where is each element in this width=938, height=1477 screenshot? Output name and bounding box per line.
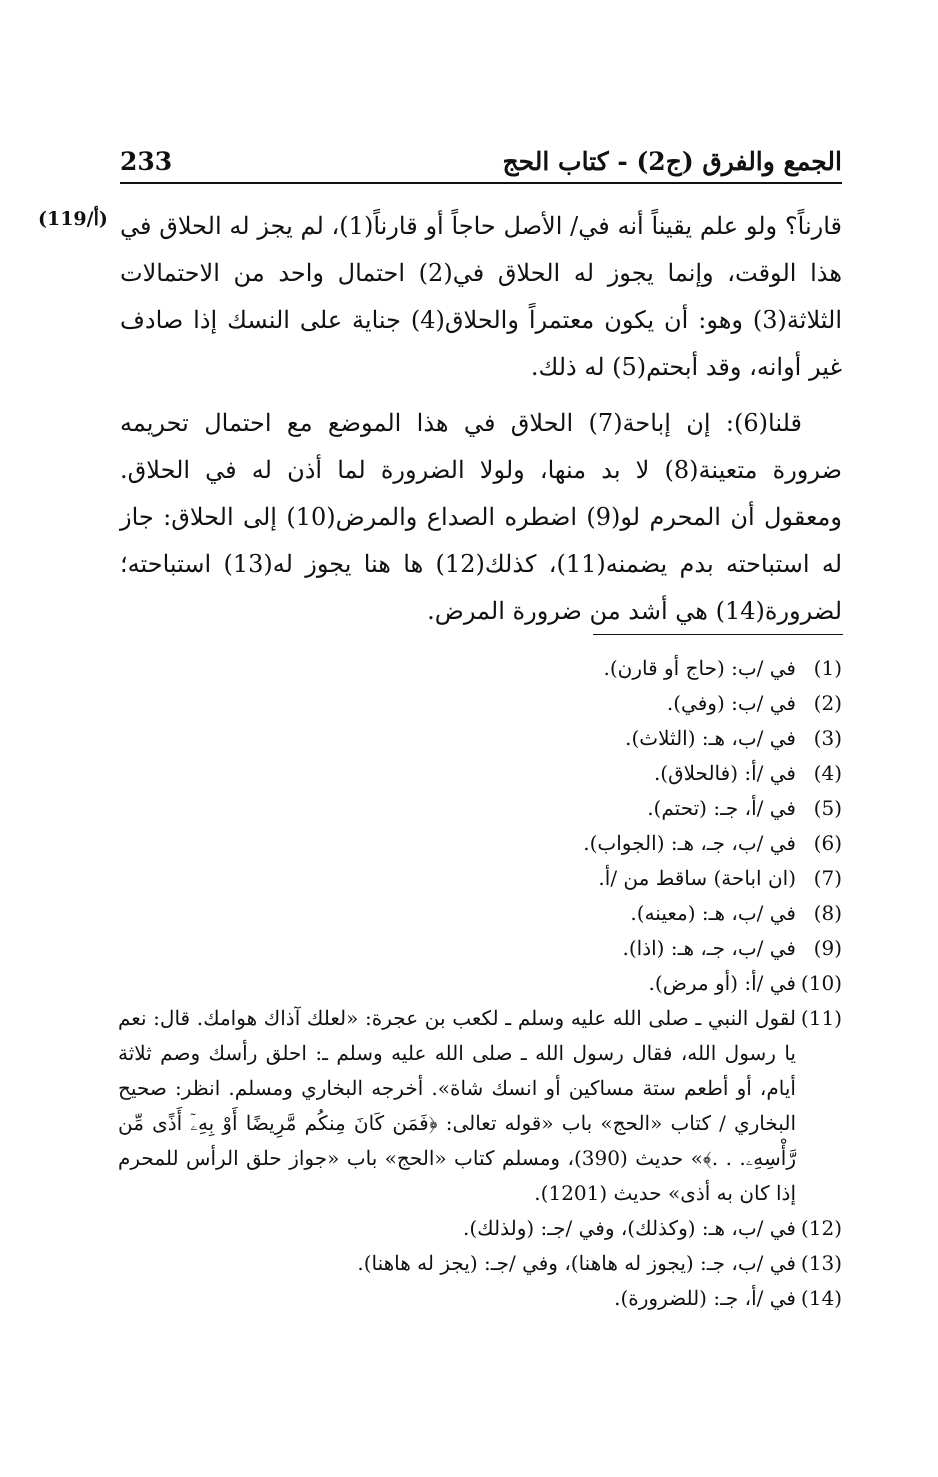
footnote-item xyxy=(118,1246,842,1281)
page-number: 233 xyxy=(120,147,173,176)
footnote-separator xyxy=(593,634,843,635)
footnote-text: (ان اباحة) ساقط من /أ. xyxy=(598,866,796,890)
manuscript-folio-note: (119/أ) xyxy=(38,208,108,230)
footnote-number: (11) xyxy=(800,1006,842,1030)
footnote-text: في /ب، هـ: (الثلاث). xyxy=(625,726,796,750)
footnote-item xyxy=(118,896,842,931)
footnote-item xyxy=(118,686,842,721)
footnote-text: لقول النبي ـ صلى الله عليه وسلم ـ لكعب بن عجرة: «لعلك آذاك هوامك. قال: نعم يا رسول الله، فقال رسول الله ـ صلى الله عليه وسلم ـ: احلق رأسك وصم ثلاثة أيام، أو أطعم ستة مساكين أو انسك شاة». أخرجه البخاري ومسلم. انظر: صحيح البخاري / كتاب «الحج» باب «قوله تعالى: ﴿فَمَن كَانَ مِنكُم مَّرِيضًا أَوْ بِهِۦٓ أَذًى مِّن رَّأْسِهِۦ. . .﴾» حديث (390)، ومسلم كتاب «الحج» باب «جواز حلق الرأس للمحرم إذا كان به أذى» حديث (1201). xyxy=(118,1006,796,1205)
footnote-item xyxy=(118,1281,842,1316)
footnote-text: في /ب: (حاج أو قارن). xyxy=(603,656,796,680)
footnote-number: (4) xyxy=(813,761,842,785)
footnote-item xyxy=(118,966,842,1001)
footnotes-list xyxy=(118,651,842,1316)
footnote-number: (6) xyxy=(813,831,842,855)
footnote-number: (12) xyxy=(800,1216,842,1240)
footnote-item xyxy=(118,756,842,791)
footnote-text: في /ب: (وفي). xyxy=(666,691,796,715)
footnote-text: في /ب، هـ: (معينه). xyxy=(630,901,796,925)
footnote-text: في /ب، جـ، هـ: (الجواب). xyxy=(583,831,796,855)
footnote-text: في /ب، جـ، هـ: (اذا). xyxy=(622,936,796,960)
footnote-text: في /ب، جـ: (يجوز له هاهنا)، وفي /جـ: (يجز له هاهنا). xyxy=(357,1251,796,1275)
footnote-item xyxy=(118,721,842,756)
footnote-item xyxy=(118,826,842,861)
footnote-number: (13) xyxy=(800,1251,842,1275)
footnote-number: (3) xyxy=(813,726,842,750)
footnote-text: في /أ: (فالحلاق). xyxy=(653,761,796,785)
footnote-item xyxy=(118,1001,842,1211)
footnote-item xyxy=(118,651,842,686)
body-paragraph-2: قلنا(6): إن إباحة(7) الحلاق في هذا الموضع مع احتمال تحريمه ضرورة متعينة(8) لا بد منها، ولولا الضرورة لما أذن له في الحلاق. ومعقول أن المحرم لو(9) اضطره الصداع والمرض(10) إلى الحلاق: جاز له استباحته بدم يضمنه(11)، كذلك(12) ها هنا يجوز له(13) استباحته؛ لضرورة(14) هي أشد من ضرورة المرض. xyxy=(120,409,843,625)
footnote-item xyxy=(118,791,842,826)
footnote-item xyxy=(118,931,842,966)
footnote-text: في /ب، هـ: (وكذلك)، وفي /جـ: (ولذلك). xyxy=(463,1216,796,1240)
footnote-number: (8) xyxy=(813,901,842,925)
footnote-number: (1) xyxy=(813,656,842,680)
footnote-number: (2) xyxy=(813,691,842,715)
footnote-text: في /أ: (أو مرض). xyxy=(648,971,796,995)
footnote-number: (5) xyxy=(813,796,842,820)
footnote-item xyxy=(118,861,842,896)
footnote-item xyxy=(118,1211,842,1246)
page-header xyxy=(120,140,842,184)
running-title: الجمع والفرق (ج2) - كتاب الحج xyxy=(502,147,842,176)
footnote-number: (7) xyxy=(813,866,842,890)
footnote-text: في /أ، جـ: (تحتم). xyxy=(647,796,796,820)
footnote-number: (9) xyxy=(813,936,842,960)
body-paragraph-1: قارناً؟ ولو علم يقيناً أنه في/ الأصل حاجاً أو قارناً(1)، لم يجز له الحلاق في هذا الوقت، وإنما يجوز له الحلاق في(2) احتمال واحد من الاحتمالات الثلاثة(3) وهو: أن يكون معتمراً والحلاق(4) جناية على النسك إذا صادف غير أوانه، وقد أبحتم(5) له ذلك. xyxy=(120,212,843,381)
footnote-number: (10) xyxy=(800,971,842,995)
footnote-number: (14) xyxy=(800,1286,842,1310)
footnote-text: في /أ، جـ: (للضرورة). xyxy=(614,1286,796,1310)
